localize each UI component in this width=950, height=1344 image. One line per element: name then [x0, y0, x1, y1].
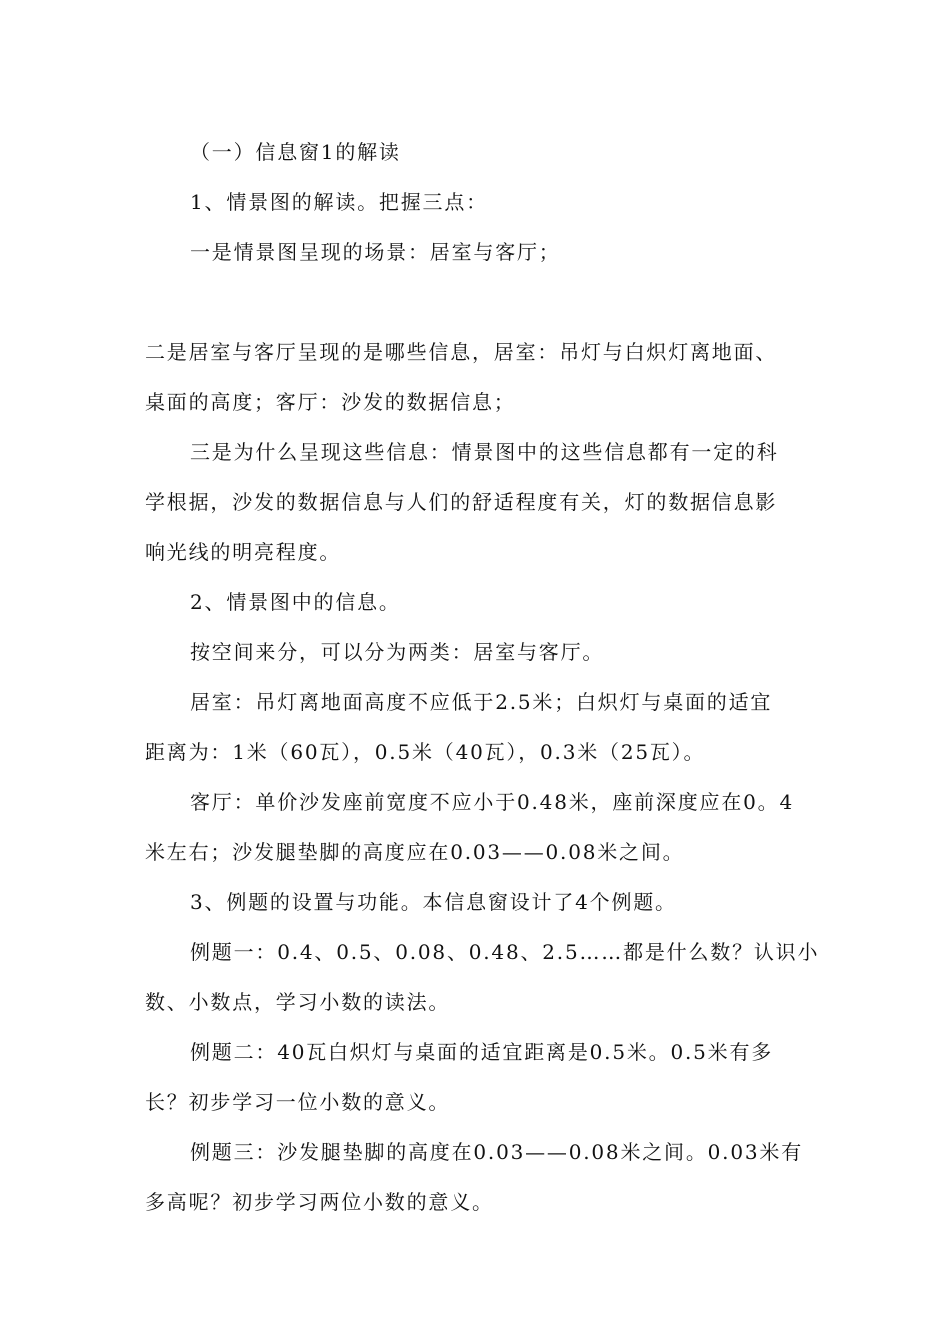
paragraph-line: 一是情景图呈现的场景：居室与客厅； — [190, 240, 561, 264]
paragraph-line: 例题三：沙发腿垫脚的高度在0.03——0.08米之间。0.03米有 — [190, 1140, 803, 1164]
paragraph-line: 居室：吊灯离地面高度不应低于2.5米；白炽灯与桌面的适宜 — [190, 690, 773, 714]
paragraph-line: 米左右；沙发腿垫脚的高度应在0.03——0.08米之间。 — [145, 840, 685, 864]
paragraph-line: 响光线的明亮程度。 — [145, 540, 342, 564]
paragraph-line: 长？初步学习一位小数的意义。 — [145, 1090, 451, 1114]
paragraph-line: 学根据，沙发的数据信息与人们的舒适程度有关，灯的数据信息影 — [145, 490, 778, 514]
section-heading: （一）信息窗1的解读 — [190, 140, 401, 164]
paragraph-line: 3、例题的设置与功能。本信息窗设计了4个例题。 — [190, 890, 677, 914]
paragraph-line: 三是为什么呈现这些信息：情景图中的这些信息都有一定的科 — [190, 440, 779, 464]
paragraph-line: 数、小数点，学习小数的读法。 — [145, 990, 451, 1014]
paragraph-line: 2、情景图中的信息。 — [190, 590, 401, 614]
paragraph-line: 距离为：1米（60瓦），0.5米（40瓦），0.3米（25瓦）。 — [145, 740, 706, 764]
paragraph-line: 二是居室与客厅呈现的是哪些信息，居室：吊灯与白炽灯离地面、 — [145, 340, 778, 364]
paragraph-line: 多高呢？初步学习两位小数的意义。 — [145, 1190, 494, 1214]
paragraph-line: 例题二：40瓦白炽灯与桌面的适宜距离是0.5米。0.5米有多 — [190, 1040, 774, 1064]
paragraph-line: 例题一：0.4、0.5、0.08、0.48、2.5……都是什么数？认识小 — [190, 940, 820, 964]
paragraph-line: 客厅：单价沙发座前宽度不应小于0.48米，座前深度应在0。4 — [190, 790, 794, 814]
paragraph-line: 按空间来分，可以分为两类：居室与客厅。 — [190, 640, 605, 664]
paragraph-line: 1、情景图的解读。把握三点： — [190, 190, 488, 214]
paragraph-line: 桌面的高度；客厅：沙发的数据信息； — [145, 390, 516, 414]
